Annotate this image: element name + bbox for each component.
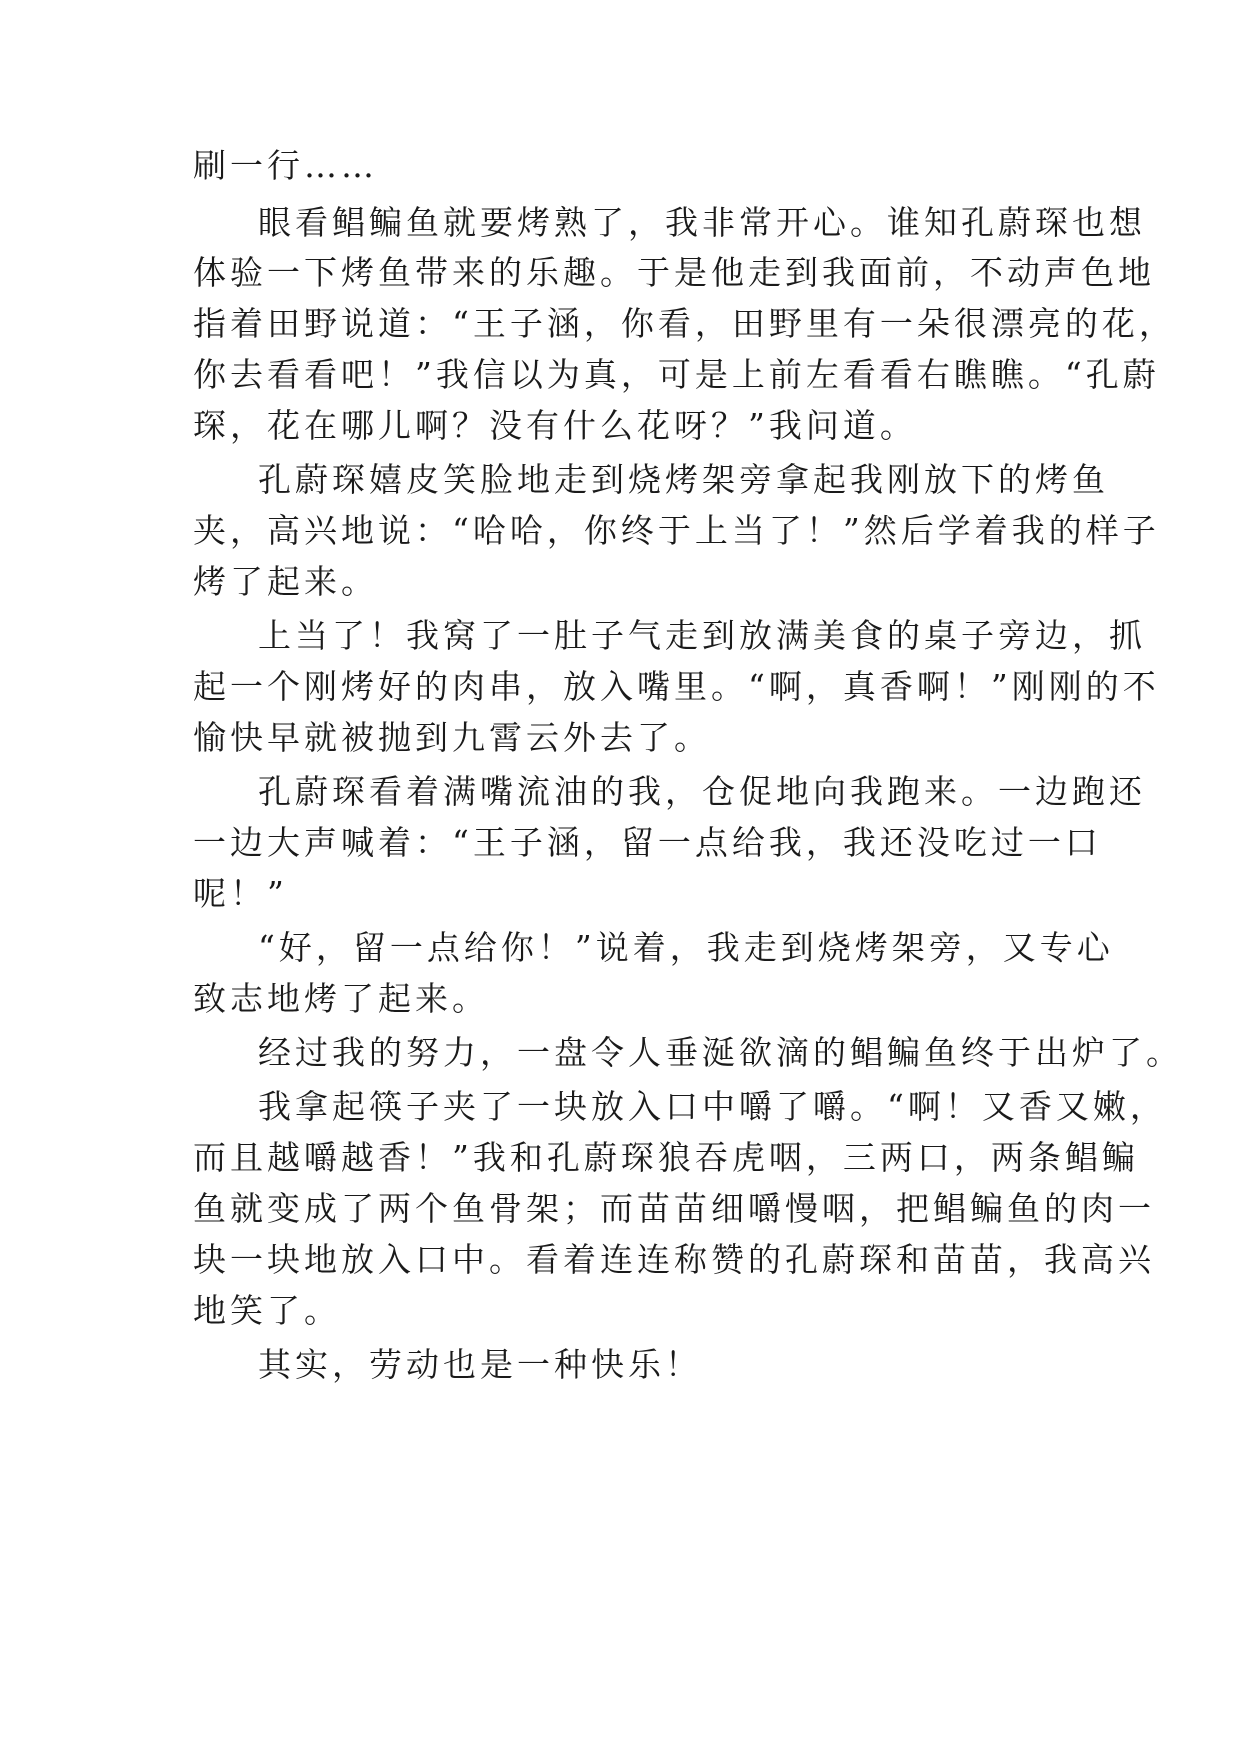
text-line: 你去看看吧！”我信以为真，可是上前左看看右瞧瞧。“孔蔚 — [193, 355, 1160, 394]
paragraph-first-line: 孔蔚琛看着满嘴流油的我，仓促地向我跑来。一边跑还 — [258, 772, 1146, 811]
text-line: 愉快早就被抛到九霄云外去了。 — [193, 718, 711, 757]
text-line: 夹，高兴地说：“哈哈，你终于上当了！”然后学着我的样子 — [193, 511, 1160, 550]
text-line: 烤了起来。 — [193, 562, 378, 601]
text-line: 块一块地放入口中。看着连连称赞的孔蔚琛和苗苗，我高兴 — [193, 1240, 1155, 1279]
text-line: 而且越嚼越香！”我和孔蔚琛狼吞虎咽，三两口，两条鲳鳊 — [193, 1138, 1139, 1177]
text-line: 指着田野说道：“王子涵，你看，田野里有一朵很漂亮的花， — [193, 304, 1176, 343]
paragraph-first-line: 孔蔚琛嬉皮笑脸地走到烧烤架旁拿起我刚放下的烤鱼 — [258, 460, 1109, 499]
paragraph-first-line: 上当了！我窝了一肚子气走到放满美食的桌子旁边，抓 — [258, 616, 1146, 655]
text-line: 一边大声喊着：“王子涵，留一点给我，我还没吃过一口 — [193, 823, 1102, 862]
text-line: 起一个刚烤好的肉串，放入嘴里。“啊，真香啊！”刚刚的不 — [193, 667, 1160, 706]
paragraph-first-line: “好，留一点给你！”说着，我走到烧烤架旁，又专心 — [258, 928, 1114, 967]
text-line: 刷一行…… — [193, 146, 378, 185]
paragraph-first-line: 其实，劳动也是一种快乐！ — [258, 1345, 702, 1384]
paragraph-first-line: 经过我的努力，一盘令人垂涎欲滴的鲳鳊鱼终于出炉了。 — [258, 1033, 1183, 1072]
text-line: 地笑了。 — [193, 1291, 341, 1330]
paragraph-first-line: 眼看鲳鳊鱼就要烤熟了，我非常开心。谁知孔蔚琛也想 — [258, 203, 1146, 242]
text-line: 呢！” — [193, 874, 288, 913]
text-line: 琛，花在哪儿啊？没有什么花呀？”我问道。 — [193, 406, 917, 445]
text-line: 体验一下烤鱼带来的乐趣。于是他走到我面前，不动声色地 — [193, 253, 1155, 292]
text-line: 致志地烤了起来。 — [193, 979, 489, 1018]
paragraph-first-line: 我拿起筷子夹了一块放入口中嚼了嚼。“啊！又香又嫩， — [258, 1087, 1167, 1126]
text-line: 鱼就变成了两个鱼骨架；而苗苗细嚼慢咽，把鲳鳊鱼的肉一 — [193, 1189, 1155, 1228]
